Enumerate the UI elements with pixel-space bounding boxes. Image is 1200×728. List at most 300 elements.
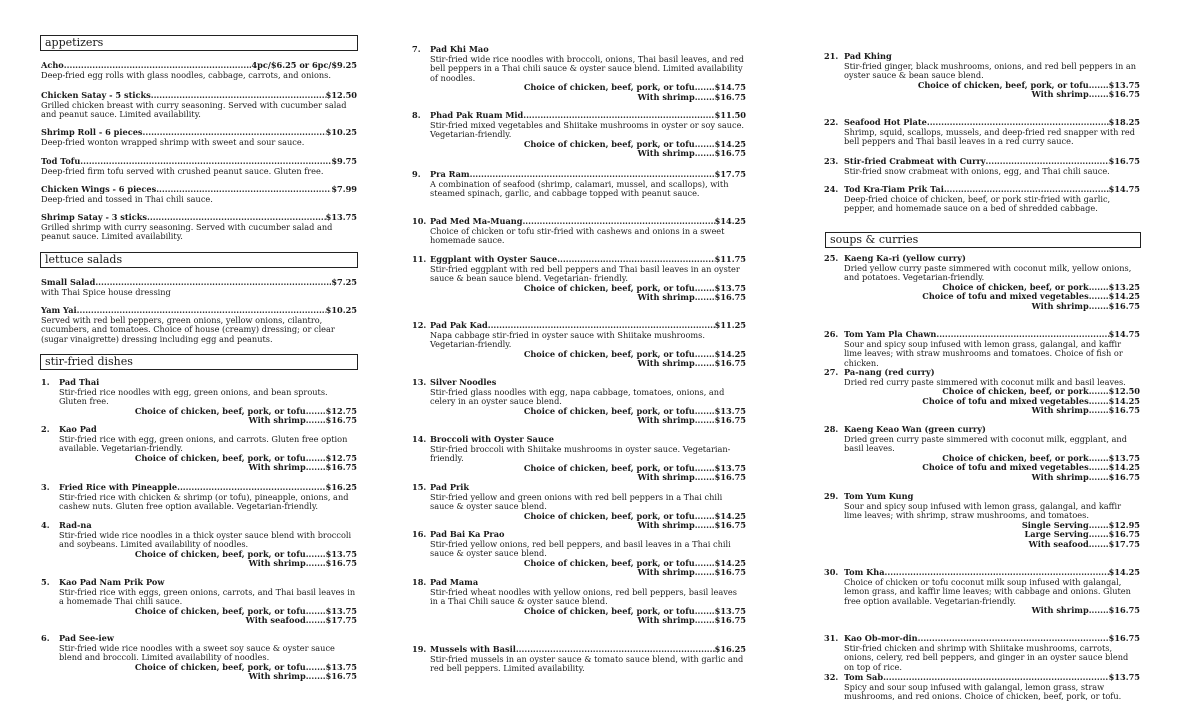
option-label: With shrimp	[1031, 405, 1089, 416]
option-price: $16.75	[325, 558, 357, 569]
option-label: Choice of chicken, beef, pork, or tofu	[523, 557, 695, 568]
option-label: With shrimp	[637, 415, 695, 426]
option-dots: .......	[694, 615, 715, 626]
item-price: $11.75	[714, 254, 746, 264]
option-label: Choice of chicken, beef, pork, or tofu	[523, 462, 695, 473]
option-price: $16.75	[1108, 529, 1140, 540]
option-price: $16.75	[714, 415, 746, 426]
item-body	[430, 378, 746, 426]
item-body	[59, 578, 357, 626]
item-name: Tom Yam Pla Chawn	[844, 329, 937, 339]
option-price: $17.75	[1108, 538, 1140, 549]
section-header-stir-fried: stir-fried dishes	[40, 354, 358, 370]
item-body	[430, 530, 746, 578]
option-price: $14.25	[714, 138, 746, 149]
item-description: Deep-fried firm tofu served with crushed peanut sauce. Gluten free.	[41, 165, 324, 176]
item-price: $17.75	[714, 169, 746, 179]
item-description: Stir-fried chicken and shrimp with Shiitake mushrooms, carrots, onions, celery, red bell peppers, and ginger in an oyster sauce blend on top of rice.	[844, 642, 1129, 672]
option-label: Choice of chicken, beef, pork, or tofu	[523, 510, 695, 521]
item-price: $10.25	[325, 305, 357, 315]
option-row	[430, 149, 746, 159]
item-body	[430, 111, 746, 159]
item-number: 21.	[824, 51, 839, 61]
item-name: Pad Khi Mao	[430, 44, 489, 54]
item-name: Yam Yai	[41, 305, 77, 315]
menu-item	[412, 378, 746, 426]
option-dots: .......	[1088, 471, 1109, 482]
option-row	[844, 406, 1140, 416]
item-name: Pa-nang (red curry)	[844, 367, 935, 377]
item-name: Kao Pad Nam Prik Pow	[59, 577, 165, 587]
item-name: Pad Thai	[59, 377, 100, 387]
item-description: Grilled shrimp with curry seasoning. Served with cucumber salad and peanut sauce. Limited availability.	[41, 221, 333, 242]
item-description: Grilled chicken breast with curry seasoning. Served with cucumber salad and peanut sauce. Limited availability.	[41, 99, 347, 120]
item-options	[430, 464, 746, 483]
option-dots: .......	[305, 661, 326, 672]
menu-item	[824, 673, 1140, 702]
item-price: $7.25	[331, 277, 357, 287]
option-label: Choice of chicken, beef, pork, or tofu	[134, 405, 306, 416]
option-dots: .......	[1088, 395, 1109, 406]
option-price: $12.50	[1108, 386, 1140, 397]
menu-item	[41, 213, 357, 242]
item-name: Chicken Wings - 6 pieces	[41, 184, 157, 194]
item-number: 31.	[824, 633, 839, 643]
item-description: Stir-fried rice noodles with egg, green onions, and bean sprouts. Gluten free.	[59, 386, 328, 407]
item-number: 8.	[412, 110, 421, 120]
item-number: 2.	[41, 424, 50, 434]
item-name: Chicken Satay - 5 sticks	[41, 90, 151, 100]
option-dots: .......	[1088, 386, 1109, 397]
menu-item	[412, 45, 746, 103]
option-price: $16.75	[714, 567, 746, 578]
option-label: With shrimp	[637, 358, 695, 369]
item-body	[59, 425, 357, 473]
option-price: $13.75	[714, 605, 746, 616]
option-row	[59, 463, 357, 473]
menu-item	[824, 568, 1140, 616]
item-description: Shrimp, squid, scallops, mussels, and deep-fried red snapper with red bell peppers and Thai basil leaves in a red curry sauce.	[844, 126, 1135, 147]
item-name: Small Salad	[41, 277, 96, 287]
item-number: 23.	[824, 156, 839, 166]
item-name: Kaeng Keao Wan (green curry)	[844, 424, 986, 434]
item-description: Deep-fried wonton wrapped shrimp with sweet and sour sauce.	[41, 136, 305, 147]
menu-item	[412, 217, 746, 246]
option-price: $16.75	[714, 292, 746, 303]
option-price: $14.25	[714, 510, 746, 521]
item-description: with Thai Spice house dressing	[41, 286, 171, 297]
option-price: $16.75	[714, 472, 746, 483]
item-description: A combination of seafood (shrimp, calamari, mussel, and scallops), with steamed spinach, garlic, and cabbage topped with peanut sauce.	[430, 178, 729, 199]
menu-item	[41, 91, 357, 120]
item-description: Stir-fried yellow onions, red bell peppers, and basil leaves in a Thai chili sauce & oyster sauce blend.	[430, 538, 731, 559]
option-label: Choice of tofu and mixed vegetables	[922, 462, 1089, 473]
section-header-appetizers: appetizers	[40, 35, 358, 51]
option-dots: .......	[694, 472, 715, 483]
item-description: Stir-fried wide rice noodles in a thick oyster sauce blend with broccoli and soybeans. Limited availability of noodles.	[59, 529, 352, 550]
menu-item	[41, 278, 357, 297]
option-dots: .......	[305, 605, 326, 616]
option-price: $14.25	[714, 557, 746, 568]
option-dots: .......	[694, 82, 715, 93]
item-description: Stir-fried eggplant with red bell peppers and Thai basil leaves in an oyster sauce & bean sauce blend. Vegetarian- friendly.	[430, 263, 740, 284]
item-name: Tod Tofu	[41, 156, 81, 166]
item-number: 19.	[412, 644, 427, 654]
menu-item	[824, 492, 1140, 550]
option-label: With shrimp	[637, 567, 695, 578]
item-name: Pad See-iew	[59, 633, 114, 643]
item-body	[844, 185, 1140, 214]
item-options	[430, 407, 746, 426]
menu-item	[41, 306, 357, 344]
item-description: Stir-fried snow crabmeat with onions, egg, and Thai chili sauce.	[844, 165, 1110, 176]
item-options	[430, 607, 746, 626]
option-dots: .......	[694, 605, 715, 616]
option-row	[430, 293, 746, 303]
item-number: 28.	[824, 424, 839, 434]
item-name: Silver Noodles	[430, 377, 497, 387]
option-label: With shrimp	[637, 148, 695, 159]
section-header-soups-curries: soups & curries	[825, 232, 1141, 248]
item-body	[430, 255, 746, 303]
option-price: $13.75	[714, 282, 746, 293]
item-options	[430, 350, 746, 369]
item-body	[844, 673, 1140, 702]
item-number: 9.	[412, 169, 421, 179]
item-price: 4pc/$6.25 or 6pc/$9.25	[251, 60, 357, 70]
menu-item	[412, 255, 746, 303]
item-name: Pad Med Ma-Muang	[430, 216, 523, 226]
option-price: $17.75	[325, 615, 357, 626]
option-label: With seafood	[1028, 538, 1089, 549]
option-label: With shrimp	[1031, 300, 1089, 311]
option-label: Choice of chicken, beef, or pork	[942, 281, 1089, 292]
option-label: Choice of chicken, beef, or pork	[942, 452, 1089, 463]
item-name: Pad Khing	[844, 51, 892, 61]
menu-item	[41, 185, 357, 204]
option-label: With shrimp	[1031, 471, 1089, 482]
item-number: 30.	[824, 567, 839, 577]
item-body	[59, 521, 357, 569]
item-name: Pra Ram	[430, 169, 470, 179]
option-dots: .......	[305, 405, 326, 416]
item-options	[844, 81, 1140, 100]
option-dots: .......	[305, 558, 326, 569]
item-body	[844, 492, 1140, 550]
option-price: $16.75	[325, 415, 357, 426]
item-body	[430, 435, 746, 483]
option-label: Choice of chicken, beef, pork, or tofu	[134, 605, 306, 616]
item-number: 15.	[412, 482, 427, 492]
menu-item	[412, 578, 746, 626]
option-price: $16.75	[1108, 300, 1140, 311]
item-name: Shrimp Roll - 6 pieces	[41, 127, 143, 137]
option-label: Choice of chicken, beef, pork, or tofu	[523, 138, 695, 149]
item-description: Deep-fried and tossed in Thai chili sauce.	[41, 193, 213, 204]
option-label: Choice of chicken, beef, pork, or tofu	[523, 282, 695, 293]
option-label: Choice of tofu and mixed vegetables	[922, 291, 1089, 302]
item-number: 1.	[41, 377, 50, 387]
item-options	[844, 283, 1140, 312]
menu-item	[41, 378, 357, 426]
item-name: Pad Pak Kad	[430, 320, 488, 330]
item-options	[59, 663, 357, 682]
item-number: 26.	[824, 329, 839, 339]
option-price: $16.75	[325, 671, 357, 682]
option-dots: .......	[694, 557, 715, 568]
option-price: $16.75	[1108, 405, 1140, 416]
item-price: $11.50	[714, 110, 746, 120]
menu-item	[41, 128, 357, 147]
item-name: Pad Bai Ka Prao	[430, 529, 505, 539]
option-price: $13.75	[325, 661, 357, 672]
menu-item	[824, 157, 1140, 176]
item-name: Pad Prik	[430, 482, 470, 492]
option-dots: .......	[694, 567, 715, 578]
option-price: $16.75	[714, 148, 746, 159]
item-description: Deep-fried choice of chicken, beef, or pork stir-fried with garlic, pepper, and homemade sauce on a bed of shredded cabbage.	[844, 193, 1111, 214]
item-options	[430, 140, 746, 159]
option-dots: .......	[694, 462, 715, 473]
item-description: Choice of chicken or tofu stir-fried with cashews and onions in a sweet homemade sauce.	[430, 225, 725, 246]
option-label: With shrimp	[637, 520, 695, 531]
option-label: Choice of chicken, beef, pork, or tofu	[134, 452, 306, 463]
item-options	[59, 454, 357, 473]
option-dots: .......	[694, 348, 715, 359]
item-description: Stir-fried wide rice noodles with a sweet soy sauce & oyster sauce blend and broccoli. Limited availability of noodles.	[59, 642, 335, 663]
option-price: $13.75	[325, 548, 357, 559]
item-body	[59, 483, 357, 512]
option-price: $14.75	[714, 82, 746, 93]
option-row	[59, 616, 357, 626]
option-price: $14.25	[714, 348, 746, 359]
item-description: Stir-fried rice with egg, green onions, and carrots. Gluten free option available. Vegetarian-friendly.	[59, 433, 348, 454]
item-description: Stir-fried mixed vegetables and Shiitake mushrooms in oyster or soy sauce. Vegetarian-friendly.	[430, 119, 745, 140]
option-price: $16.75	[714, 358, 746, 369]
option-label: Choice of tofu and mixed vegetables	[922, 395, 1089, 406]
item-price: $12.50	[325, 90, 357, 100]
menu-item	[824, 52, 1140, 100]
option-row	[430, 616, 746, 626]
item-description: Deep-fried egg rolls with glass noodles, cabbage, carrots, and onions.	[41, 69, 331, 80]
item-description: Stir-fried ginger, black mushrooms, onions, and red bell peppers in an oyster sauce & bean sauce blend.	[844, 60, 1136, 81]
option-label: Choice of chicken, beef, pork, or tofu	[134, 548, 306, 559]
menu-item	[41, 425, 357, 473]
option-price: $16.75	[714, 91, 746, 102]
section-header-lettuce-salads: lettuce salads	[40, 252, 358, 268]
option-dots: .......	[305, 671, 326, 682]
item-number: 18.	[412, 577, 427, 587]
menu-item	[412, 645, 746, 674]
item-name: Kao Pad	[59, 424, 97, 434]
option-dots: .......	[1088, 291, 1109, 302]
option-label: With shrimp	[248, 462, 306, 473]
menu-item	[412, 321, 746, 369]
item-body	[430, 483, 746, 531]
item-description: Spicy and sour soup infused with galangal, lemon grass, straw mushrooms, and red onions. Choice of chicken, beef, pork, or tofu.	[844, 681, 1122, 702]
item-number: 22.	[824, 117, 839, 127]
item-price: $7.99	[331, 184, 357, 194]
option-price: $16.75	[1108, 605, 1140, 616]
option-price: $13.25	[1108, 281, 1140, 292]
option-dots: .......	[305, 452, 326, 463]
item-description: Stir-fried rice with eggs, green onions, carrots, and Thai basil leaves in a homemade Thai chili sauce.	[59, 586, 356, 607]
option-dots: .......	[694, 138, 715, 149]
item-options	[844, 454, 1140, 483]
option-label: Choice of chicken, beef, pork, or tofu	[523, 605, 695, 616]
option-dots: .......	[305, 548, 326, 559]
option-price: $12.75	[325, 452, 357, 463]
option-dots: .......	[1088, 89, 1109, 100]
option-dots: .......	[694, 282, 715, 293]
item-price: $11.25	[714, 320, 746, 330]
item-options	[844, 521, 1140, 550]
item-price: $13.75	[325, 212, 357, 222]
option-row	[59, 672, 357, 682]
item-name: Mussels with Basil	[430, 644, 516, 654]
option-dots: .......	[694, 91, 715, 102]
item-number: 25.	[824, 253, 839, 263]
item-number: 29.	[824, 491, 839, 501]
option-label: With shrimp	[637, 91, 695, 102]
item-number: 11.	[412, 254, 427, 264]
menu-item	[41, 521, 357, 569]
option-dots: .......	[305, 615, 326, 626]
item-options	[844, 387, 1140, 416]
option-dots: .......	[305, 462, 326, 473]
option-dots: .......	[305, 415, 326, 426]
option-label: Choice of chicken, beef, pork, or tofu	[523, 405, 695, 416]
item-price: $18.25	[1108, 117, 1140, 127]
item-body	[59, 634, 357, 682]
menu-item	[824, 634, 1140, 672]
item-name: Seafood Hot Plate	[844, 117, 927, 127]
option-label: Choice of chicken, beef, or pork	[942, 386, 1089, 397]
item-name: Acho	[41, 60, 64, 70]
item-name: Phad Pak Ruam Mid	[430, 110, 524, 120]
item-description: Stir-fried broccoli with Shiitake mushrooms in oyster sauce. Vegetarian-friendly.	[430, 443, 731, 464]
option-dots: .......	[1088, 300, 1109, 311]
item-name: Kaeng Ka-ri (yellow curry)	[844, 253, 966, 263]
item-body	[430, 45, 746, 103]
option-dots: .......	[1088, 462, 1109, 473]
option-price: $16.75	[714, 615, 746, 626]
item-price: $13.75	[1108, 672, 1140, 682]
item-name: Pad Mama	[430, 577, 479, 587]
option-price: $13.75	[1108, 452, 1140, 463]
menu-item	[824, 185, 1140, 214]
item-body	[844, 368, 1140, 416]
option-label: Single Serving	[1021, 519, 1089, 530]
item-price: $14.75	[1108, 329, 1140, 339]
option-row	[430, 93, 746, 103]
option-row	[430, 359, 746, 369]
menu-item	[824, 368, 1140, 416]
option-price: $14.25	[1108, 462, 1140, 473]
item-name: Kao Ob-mor-din	[844, 633, 918, 643]
item-body	[844, 118, 1140, 147]
item-price: $16.75	[1108, 156, 1140, 166]
option-dots: .......	[694, 148, 715, 159]
option-row	[844, 473, 1140, 483]
item-name: Rad-na	[59, 520, 92, 530]
item-options	[59, 550, 357, 569]
item-body	[844, 157, 1140, 176]
option-dots: .......	[694, 510, 715, 521]
item-number: 10.	[412, 216, 427, 226]
item-body	[844, 425, 1140, 483]
option-price: $12.95	[1108, 519, 1140, 530]
item-description: Dried yellow curry paste simmered with coconut milk, yellow onions, and potatoes. Vegetarian-friendly.	[844, 262, 1132, 283]
item-number: 4.	[41, 520, 50, 530]
menu-item	[412, 483, 746, 531]
item-options	[59, 607, 357, 626]
option-price: $14.25	[1108, 395, 1140, 406]
item-description: Stir-fried yellow and green onions with red bell peppers in a Thai chili sauce & oyster sauce blend.	[430, 491, 723, 512]
item-description: Napa cabbage stir-fried in oyster sauce with Shiitake mushrooms. Vegetarian-friendly.	[430, 329, 705, 350]
item-number: 27.	[824, 367, 839, 377]
option-dots: .......	[1088, 79, 1109, 90]
menu-item	[412, 530, 746, 578]
option-row	[844, 90, 1140, 100]
option-price: $16.75	[1108, 471, 1140, 482]
item-options	[430, 284, 746, 303]
item-description: Stir-fried wheat noodles with yellow onions, red bell peppers, basil leaves in a Thai Chili sauce & oyster sauce blend.	[430, 586, 737, 607]
item-name: Stir-fried Crabmeat with Curry	[844, 156, 986, 166]
item-price: $9.75	[331, 156, 357, 166]
item-body	[430, 321, 746, 369]
item-name: Tod Kra-Tiam Prik Tai	[844, 184, 944, 194]
menu-item	[412, 435, 746, 483]
item-number: 16.	[412, 529, 427, 539]
option-row	[430, 416, 746, 426]
option-price: $13.75	[1108, 79, 1140, 90]
item-price: $14.25	[714, 216, 746, 226]
option-price: $12.75	[325, 405, 357, 416]
option-price: $16.75	[714, 520, 746, 531]
item-body	[430, 217, 746, 246]
item-body	[430, 645, 746, 674]
option-dots: .......	[694, 520, 715, 531]
item-price: $16.25	[325, 482, 357, 492]
menu-item	[412, 170, 746, 199]
item-description: Sour and spicy soup infused with lemon grass, galangal, and kaffir lime leaves; with shrimp, straw mushrooms, and tomatoes.	[844, 500, 1122, 521]
option-label: With shrimp	[637, 615, 695, 626]
item-name: Tom Yum Kung	[844, 491, 914, 501]
item-number: 5.	[41, 577, 50, 587]
item-price: $14.75	[1108, 184, 1140, 194]
option-label: With shrimp	[1031, 605, 1089, 616]
item-options	[430, 559, 746, 578]
item-options	[430, 83, 746, 102]
option-dots: .......	[1088, 538, 1109, 549]
option-dots: .......	[694, 358, 715, 369]
item-number: 14.	[412, 434, 427, 444]
option-dots: .......	[1088, 605, 1109, 616]
option-label: Choice of chicken, beef, pork, or tofu	[523, 82, 695, 93]
item-body	[59, 378, 357, 426]
item-name: Eggplant with Oyster Sauce	[430, 254, 558, 264]
item-description: Sour and spicy soup infused with lemon grass, galangal, and kaffir lime leaves; with straw mushrooms and tomatoes. Choice of fish or chicken.	[844, 338, 1123, 368]
item-price: $16.75	[1108, 633, 1140, 643]
option-price: $13.75	[714, 405, 746, 416]
option-dots: .......	[1088, 281, 1109, 292]
option-row	[844, 606, 1140, 616]
menu-item	[824, 330, 1140, 368]
option-label: Choice of chicken, beef, pork, or tofu	[134, 661, 306, 672]
item-body	[430, 578, 746, 626]
item-description: Stir-fried rice with chicken & shrimp (or tofu), pineapple, onions, and cashew nuts. Gluten free option available. Vegetarian-friendly.	[59, 491, 349, 512]
